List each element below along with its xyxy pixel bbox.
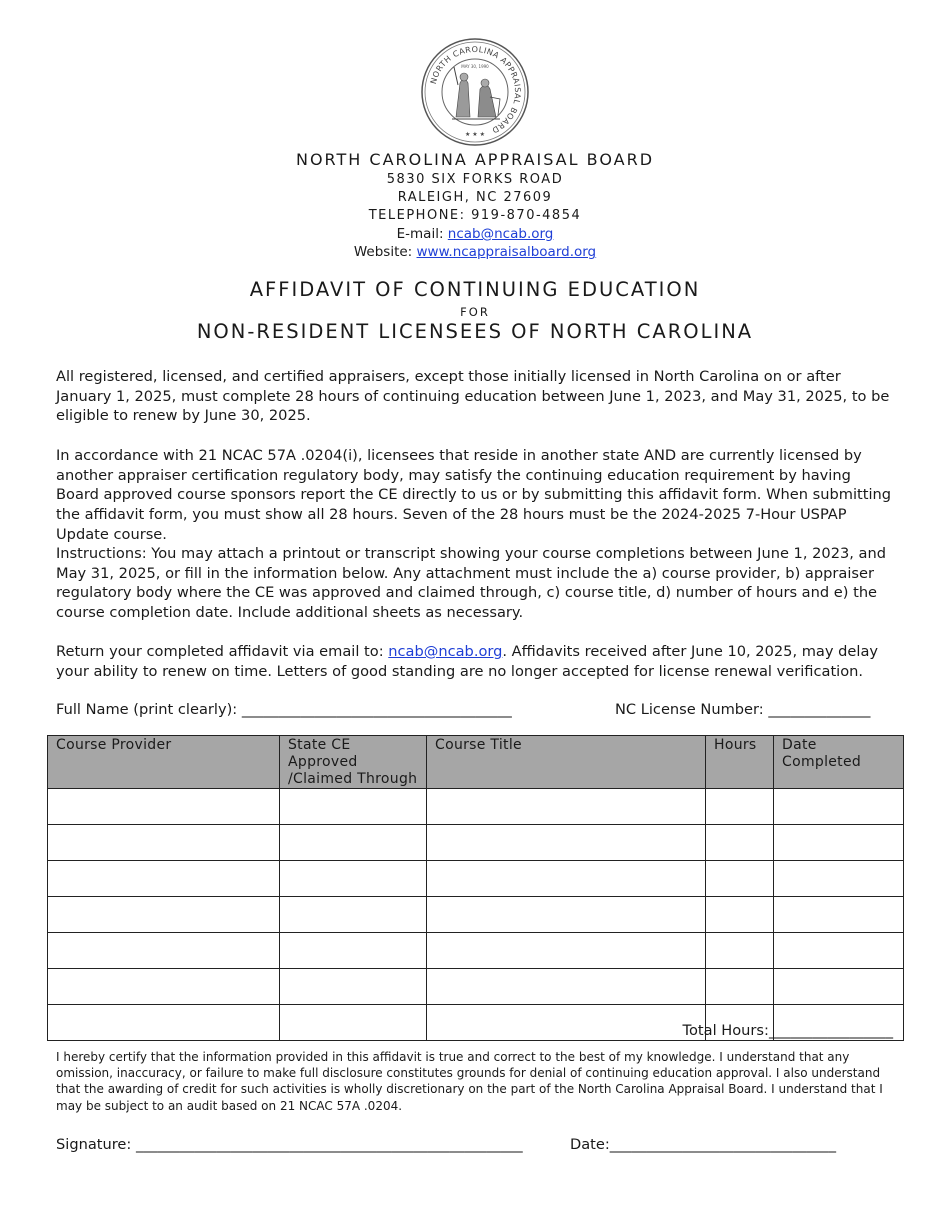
table-cell[interactable]	[706, 933, 774, 969]
website-label: Website:	[353, 244, 417, 260]
return-email-link[interactable]: ncab@ncab.org	[388, 643, 503, 660]
form-subtitle: NON-RESIDENT LICENSEES OF NORTH CAROLINA	[196, 320, 754, 343]
license-number-field[interactable]: NC License Number: ______________	[615, 701, 871, 718]
col-course-provider: Course Provider	[48, 736, 280, 789]
table-cell[interactable]	[427, 969, 706, 1005]
col-state-ce: State CE Approved /Claimed Through	[280, 736, 427, 789]
table-row	[48, 969, 904, 1005]
website-link[interactable]: www.ncappraisalboard.org	[416, 244, 597, 260]
requirement-paragraph: All registered, licensed, and certified appraisers, except those initially licensed in North Carolina on or after January 1, 2025, must complete 28 hours of continuing education between June 1, 2023, and May 31, 2025, to be eligible to renew by June 30, 2025.	[56, 368, 890, 425]
table-cell[interactable]	[774, 969, 904, 1005]
table-cell[interactable]	[427, 861, 706, 897]
table-cell[interactable]	[280, 789, 427, 825]
table-cell[interactable]	[48, 1005, 280, 1041]
table-cell[interactable]	[774, 825, 904, 861]
table-row	[48, 897, 904, 933]
table-cell[interactable]	[706, 789, 774, 825]
return-text-after: . Affidavits received after June 10, 2025, may delay your ability to renew on time. Letters of good standing are no longer accepted for license renewal verification.	[56, 643, 879, 680]
table-row	[48, 825, 904, 861]
table-cell[interactable]	[280, 969, 427, 1005]
table-cell[interactable]	[280, 897, 427, 933]
form-title-for: FOR	[460, 305, 490, 319]
form-title: AFFIDAVIT OF CONTINUING EDUCATION	[249, 278, 701, 301]
telephone: TELEPHONE: 919-870-4854	[368, 208, 582, 223]
table-cell[interactable]	[280, 861, 427, 897]
table-cell[interactable]	[48, 861, 280, 897]
table-cell[interactable]	[48, 789, 280, 825]
table-cell[interactable]	[706, 897, 774, 933]
email-line	[0, 225, 950, 243]
table-cell[interactable]	[280, 933, 427, 969]
table-cell[interactable]	[774, 897, 904, 933]
email-link[interactable]: ncab@ncab.org	[447, 226, 554, 242]
certification-statement: I hereby certify that the information provided in this affidavit is true and correct to the best of my knowledge. I understand that any omission, inaccuracy, or failure to make full disclosure constitutes grounds for denial of continuing education approval. I also understand that the awarding of credit for such activities is wholly discretionary on the part of the North Carolina Appraisal Board. I understand that I may be subject to an audit based on 21 NCAC 57A .0204.	[56, 1050, 883, 1113]
table-cell[interactable]	[48, 897, 280, 933]
table-cell[interactable]	[280, 825, 427, 861]
svg-text:★ ★ ★: ★ ★ ★	[465, 131, 485, 138]
table-row	[48, 933, 904, 969]
address-city: RALEIGH, NC 27609	[397, 190, 553, 205]
board-seal-icon	[420, 37, 530, 147]
table-cell[interactable]	[427, 933, 706, 969]
table-cell[interactable]	[48, 969, 280, 1005]
total-hours-field[interactable]: Total Hours:_________________	[682, 1022, 893, 1039]
table-cell[interactable]	[774, 933, 904, 969]
course-table	[47, 735, 904, 1041]
table-cell[interactable]	[706, 861, 774, 897]
email-label: E-mail:	[396, 226, 448, 242]
table-header-row	[48, 736, 904, 789]
table-row	[48, 789, 904, 825]
website-line	[0, 243, 950, 261]
address-street: 5830 SIX FORKS ROAD	[386, 172, 564, 187]
table-cell[interactable]	[427, 1005, 706, 1041]
table-cell[interactable]	[706, 825, 774, 861]
instructions-paragraph: Instructions: You may attach a printout or transcript showing your course completions between June 1, 2023, and May 31, 2025, or fill in the information below. Any attachment must include the a) course provider, b) appraiser regulatory body where the CE was approved and claimed through, c) course title, d) number of hours and e) the course completion date. Include additional sheets as necessary.	[56, 545, 886, 622]
seal-ring-text: NORTH CAROLINA APPRAISAL BOARD	[428, 44, 523, 135]
table-cell[interactable]	[774, 861, 904, 897]
table-cell[interactable]	[427, 789, 706, 825]
table-cell[interactable]	[706, 969, 774, 1005]
table-cell[interactable]	[48, 933, 280, 969]
col-hours: Hours	[706, 736, 774, 789]
table-cell[interactable]	[280, 1005, 427, 1041]
regulation-paragraph: In accordance with 21 NCAC 57A .0204(i), licensees that reside in another state AND are currently licensed by another appraiser certification regulatory body, may satisfy the continuing education requirement by having Board approved course sponsors report the CE directly to us or by submitting this affidavit form. When submitting the affidavit form, you must show all 28 hours. Seven of the 28 hours must be the 2024-2025 7-Hour USPAP Update course.	[56, 447, 892, 543]
return-text: Return your completed affidavit via email to:	[56, 643, 389, 660]
table-cell[interactable]	[774, 789, 904, 825]
organization-name: NORTH CAROLINA APPRAISAL BOARD	[295, 150, 655, 169]
full-name-field[interactable]: Full Name (print clearly): _____________________________________	[56, 701, 512, 718]
table-row	[48, 861, 904, 897]
table-cell[interactable]	[427, 825, 706, 861]
col-course-title: Course Title	[427, 736, 706, 789]
table-cell[interactable]	[427, 897, 706, 933]
date-field[interactable]: Date:_______________________________	[570, 1136, 837, 1153]
return-paragraph	[56, 642, 894, 681]
signature-field[interactable]: Signature: _____________________________________________________	[56, 1136, 523, 1153]
seal-date: MAY 30, 1990	[461, 64, 489, 69]
table-cell[interactable]	[48, 825, 280, 861]
col-date-completed: Date Completed	[774, 736, 904, 789]
